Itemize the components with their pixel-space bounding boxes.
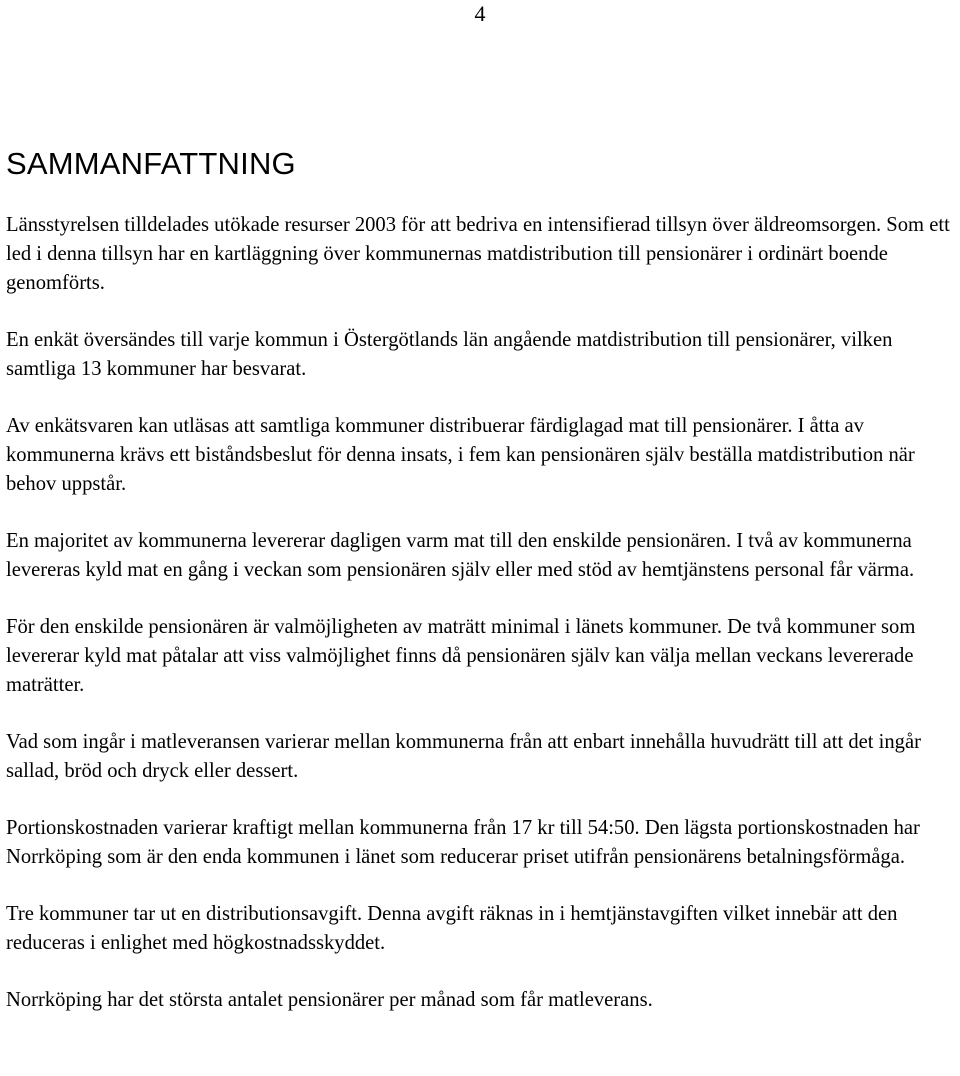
paragraph-fee: Tre kommuner tar ut en distributionsavgift. Denna avgift räknas in i hemtjänstavgiften vilket innebär att den reduceras i enlighet med högkostnadsskyddet. <box>6 903 898 954</box>
paragraph-survey: En enkät översändes till varje kommun i Östergötlands län angående matdistribution till pensionärer, vilken samtliga 13 kommuner har besvarat. <box>6 329 893 380</box>
section-heading: SAMMANFATTNING <box>6 146 296 181</box>
paragraph-contents: Vad som ingår i matleveransen varierar mellan kommunerna från att enbart innehålla huvudrätt till att det ingår sallad, bröd och dryck eller dessert. <box>6 731 921 782</box>
paragraph-distribution: Av enkätsvaren kan utläsas att samtliga kommuner distribuerar färdiglagad mat till pensionärer. I åtta av kommunerna krävs ett biståndsbeslut för denna insats, i fem kan pensionären själv beställa matdistribution när behov uppstår. <box>6 415 915 495</box>
paragraph-norrkoping: Norrköping har det största antalet pensionärer per månad som får matleverans. <box>6 989 653 1011</box>
summary-body <box>6 211 954 1015</box>
page-number: 4 <box>474 1 486 26</box>
paragraph-delivery: En majoritet av kommunerna levererar dagligen varm mat till den enskilde pensionären. I två av kommunerna levereras kyld mat en gång i veckan som pensionären själv eller med stöd av hemtjänstens personal får värma. <box>6 530 915 581</box>
paragraph-background: Länsstyrelsen tilldelades utökade resurser 2003 för att bedriva en intensifierad tillsyn över äldreomsorgen. Som ett led i denna tillsyn har en kartläggning över kommunernas matdistribution till pensionärer i ordinärt boende genomförts. <box>6 214 950 294</box>
paragraph-cost: Portionskostnaden varierar kraftigt mellan kommunerna från 17 kr till 54:50. Den lägsta portionskostnaden har Norrköping som är den enda kommunen i länet som reducerar priset utifrån pensionärens betalningsförmåga. <box>6 817 920 868</box>
paragraph-choice: För den enskilde pensionären är valmöjligheten av maträtt minimal i länets kommuner. De två kommuner som levererar kyld mat påtalar att viss valmöjlighet finns då pensionären själv kan välja mellan veckans levererade maträtter. <box>6 616 916 696</box>
